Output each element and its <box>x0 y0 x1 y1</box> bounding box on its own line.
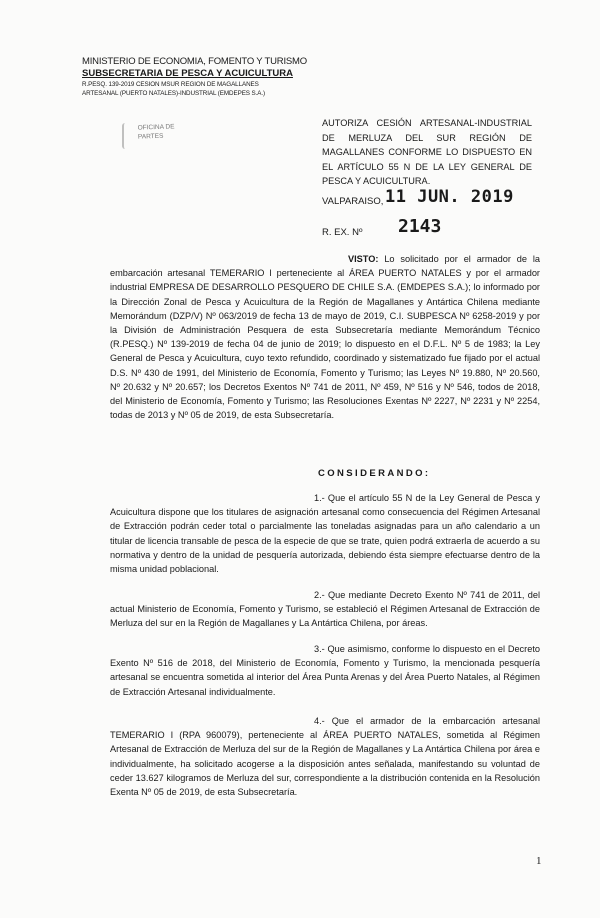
place-label: VALPARAISO, <box>322 196 384 207</box>
visto-label: VISTO: <box>348 254 379 264</box>
visto-paragraph <box>110 252 540 422</box>
considerando-paragraph-1: 1.- Que el artículo 55 N de la Ley General de Pesca y Acuicultura dispone que los titulares de asignación artesanal como consecuencia del Régimen Artesanal de Extracción podrán ceder total o parcialmente las toneladas asignadas para un año calendario a un titular de licencia transable de pesca de la especie de que se trate, quien podrá extraerla de acuerdo a su normativa y dentro de la unidad de pesquería autorizada, debiendo ésta siempre efectuarse dentro de la misma unidad poblacional. <box>110 493 540 575</box>
page-number: 1 <box>536 855 542 867</box>
resolution-title: AUTORIZA CESIÓN ARTESANAL-INDUSTRIAL DE MERLUZA DEL SUR REGIÓN DE MAGALLANES CONFORME LO DISPUESTO EN EL ARTÍCULO 55 N DE LA LEY GENERAL DE PESCA Y ACUICULTURA. <box>322 118 532 187</box>
considerando-paragraph-3: 3.- Que asimismo, conforme lo dispuesto en el Decreto Exento Nº 516 de 2018, del Ministerio de Economía, Fomento y Turismo, la mencionada pesquería artesanal se encuentra sometida al interior del Área Punta Arenas y del Área Puerto Natales, al Régimen de Extracción Artesanal individualmente. <box>110 644 540 697</box>
stamp-line-1: OFICINA DE <box>137 123 175 132</box>
rex-label: R. EX. Nº <box>322 227 363 238</box>
stamp-mark <box>122 123 138 149</box>
considerando-paragraph-2: 2.- Que mediante Decreto Exento Nº 741 de 2011, del actual Ministerio de Economía, Fomento y Turismo, se estableció el Régimen Artesanal de Extracción de Merluza del sur en la Región de Magallanes y La Antártica Chilena, por áreas. <box>110 590 540 629</box>
reference-line-1: R.PESQ. 139-2019 CESION MSUR REGION DE MAGALLANES <box>82 81 259 88</box>
office-stamp <box>138 120 231 153</box>
letterhead <box>82 56 312 98</box>
visto-text: Lo solicitado por el armador de la embarcación artesanal TEMERARIO I perteneciente al ÁREA PUERTO NATALES y por el armador industrial EMPRESA DE DESARROLLO PESQUERO DE CHILE S.A. (EMDEPES S.A.); lo informado por la Dirección Zonal de Pesca y Acuicultura de la Región de Magallanes y Antártica Chilena mediante Memorándum (DZP/V) Nº 063/2019 de fecha 13 de mayo de 2019, C.I. SUBPESCA Nº 6258-2019 y por la División de Administración Pesquera de esta Subsecretaría mediante Memorándum Técnico (R.PESQ.) Nº 139-2019 de fecha 04 de junio de 2019; lo dispuesto en el D.F.L. Nº 5 de 1983; la Ley General de Pesca y Acuicultura, cuyo texto refundido, coordinado y sistematizado fue fijado por el actual D.S. Nº 430 de 1991, del Ministerio de Economía, Fomento y Turismo; las Leyes Nº 19.880, Nº 20.560, Nº 20.632 y Nº 20.657; los Decretos Exentos Nº 741 de 2011, Nº 459, Nº 516 y Nº 546, todos de 2018, del Ministerio de Economía, Fomento y Turismo; las Resoluciones Exentas Nº 2227, Nº 2231 y Nº 2254, todas de 2013 y Nº 05 de 2019, de esta Subsecretaría. <box>110 254 540 421</box>
reference-line-2: ARTESANAL (PUERTO NATALES)-INDUSTRIAL (EMDEPES S.A.) <box>82 90 266 97</box>
resolution-date: 11 JUN. 2019 <box>385 187 514 207</box>
subsecretaria-name: SUBSECRETARIA DE PESCA Y ACUICULTURA <box>82 68 293 79</box>
stamp-line-2: PARTES <box>137 132 164 141</box>
ministry-name: MINISTERIO DE ECONOMIA, FOMENTO Y TURISMO <box>82 56 307 67</box>
rex-number: 2143 <box>398 216 442 237</box>
considerando-heading: CONSIDERANDO: <box>318 468 431 479</box>
considerando-paragraph-4: 4.- Que el armador de la embarcación artesanal TEMERARIO I (RPA 960079), perteneciente al ÁREA PUERTO NATALES, sometida al Régimen Artesanal de Extracción de Merluza del sur de la Región de Magallanes y La Antártica Chilena por área e individualmente, ha solicitado acogerse a la disposición antes señalada, manifestando su voluntad de ceder 13.627 kilogramos de Merluza del sur, correspondiente a la distribución contenida en la Resolución Exenta Nº 05 de 2019, de esta Subsecretaría. <box>110 716 540 798</box>
